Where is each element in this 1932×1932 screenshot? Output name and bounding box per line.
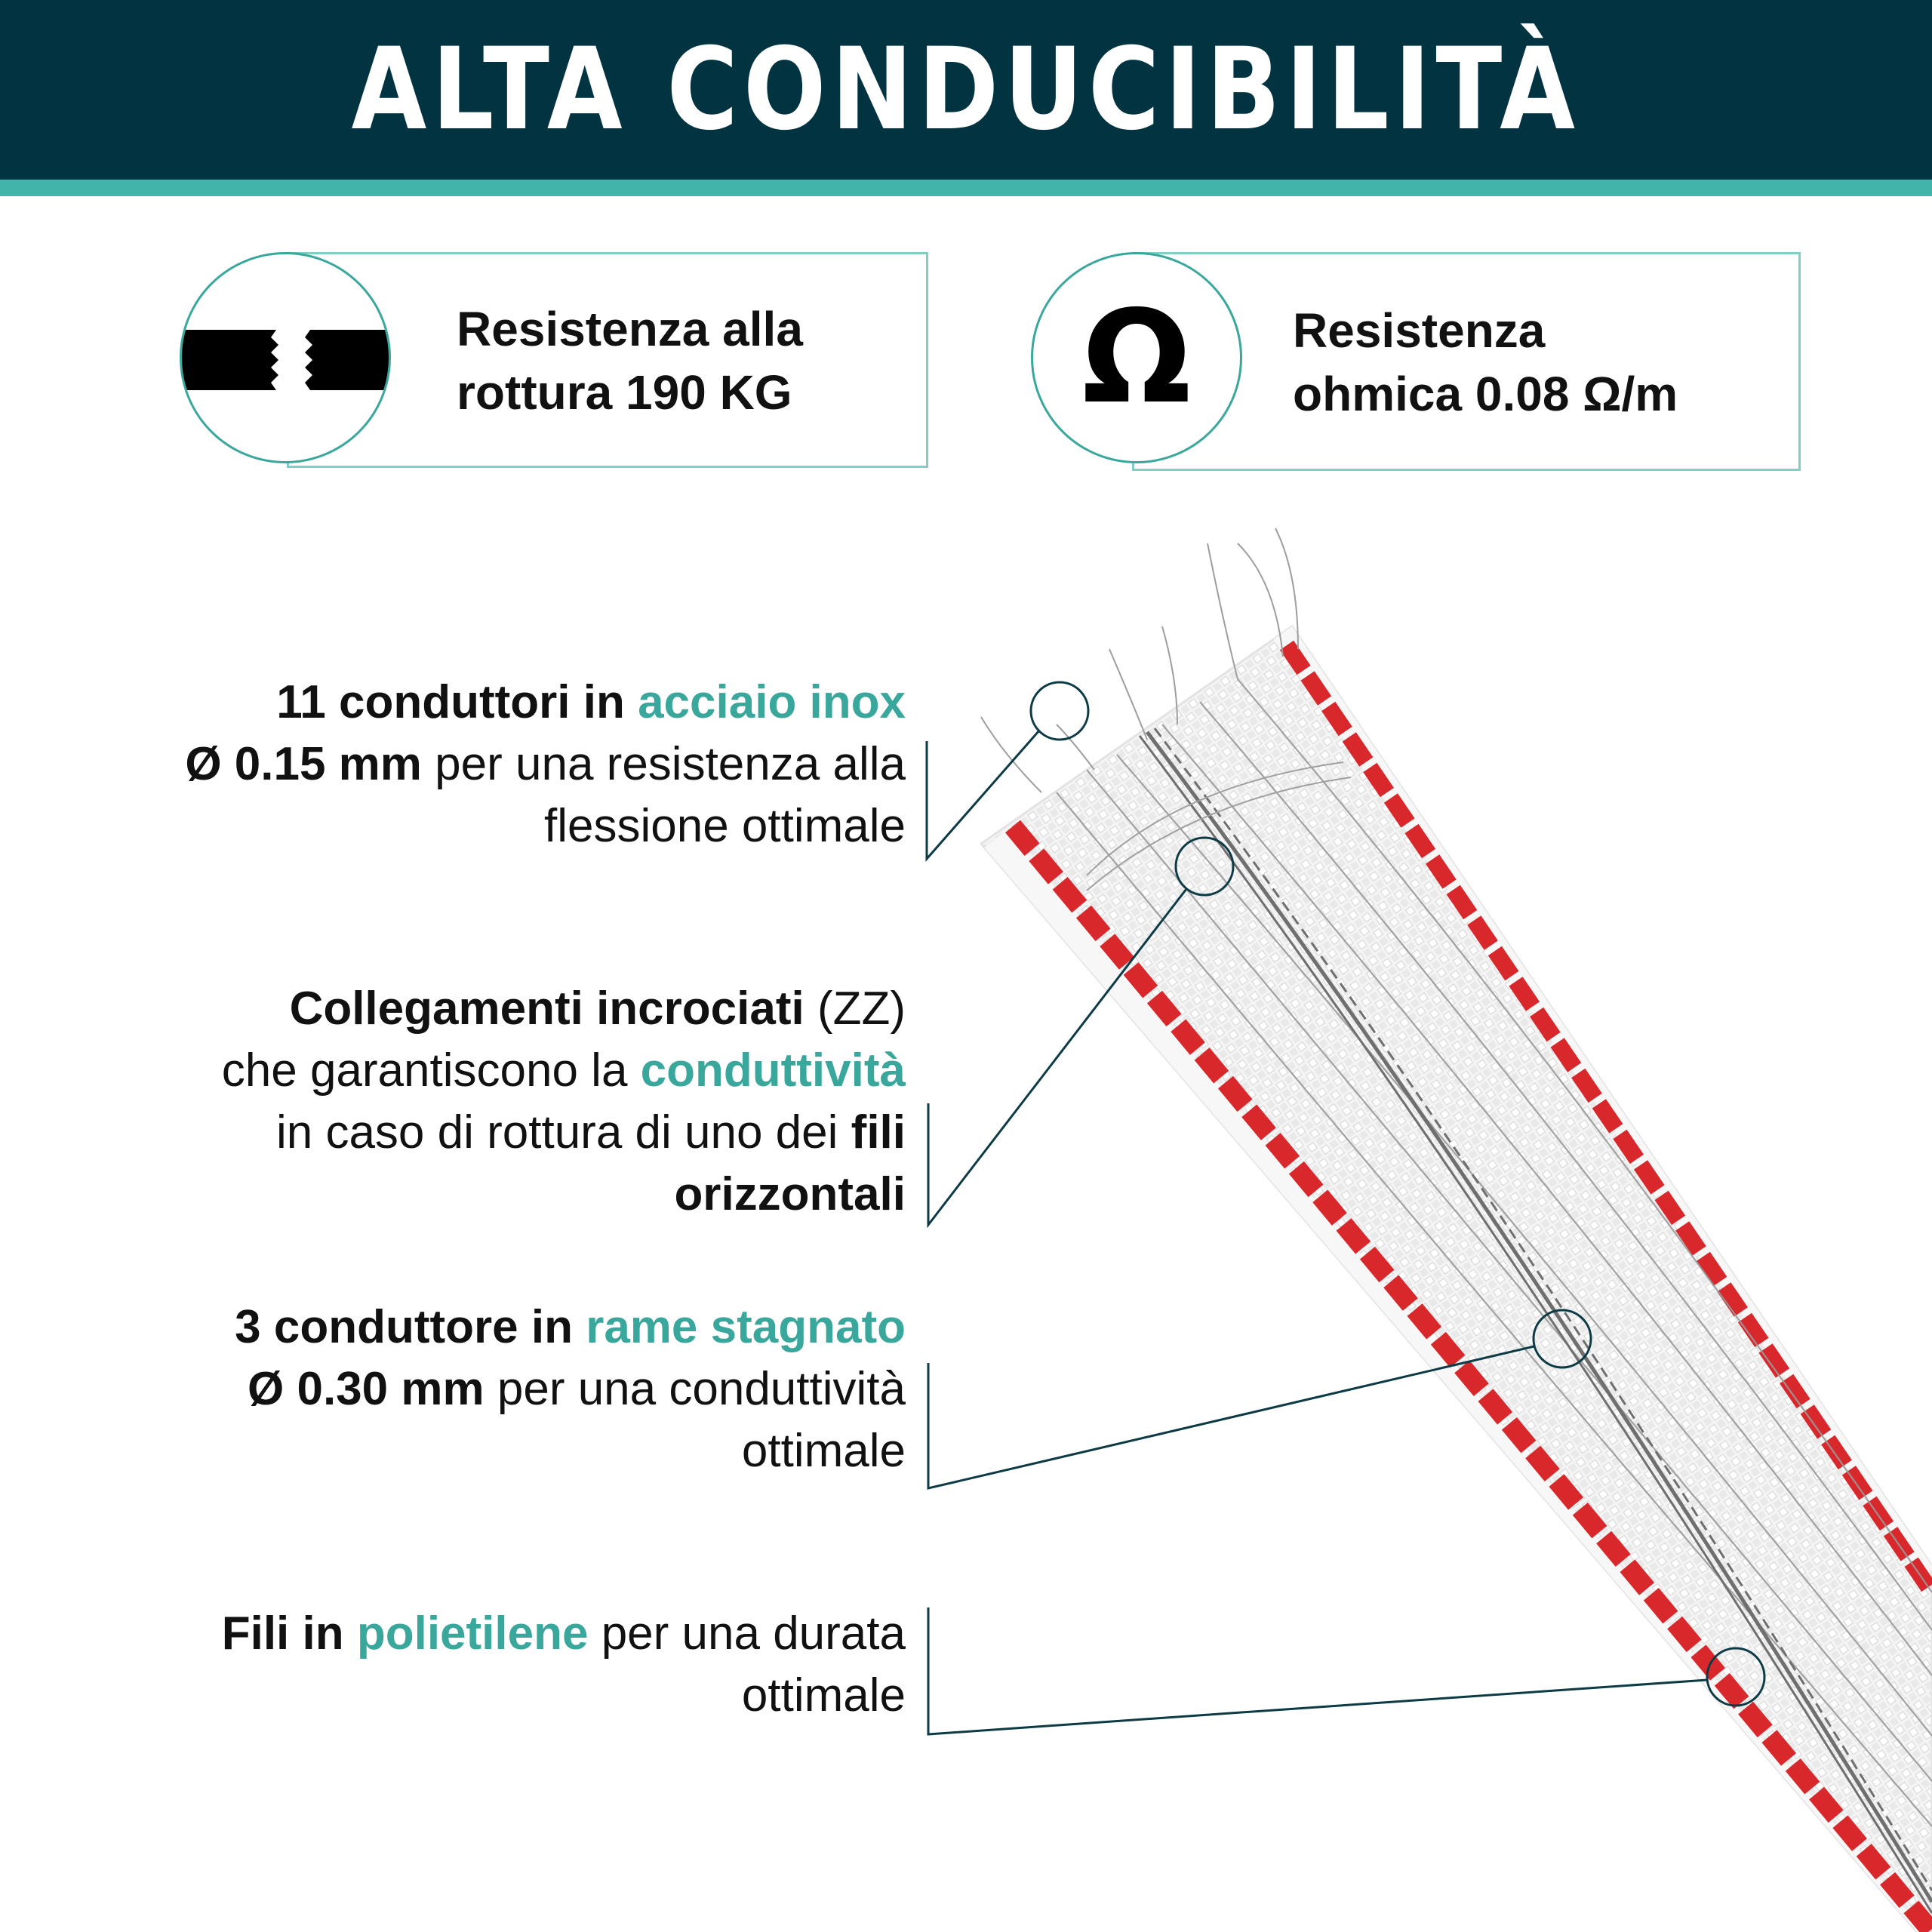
callout-1-a2: acciaio inox (638, 676, 906, 728)
callout-2-a2: (ZZ) (817, 983, 906, 1035)
feature-ohmic-resistance-line2: ohmica 0.08 Ω/m (1293, 367, 1678, 421)
callout-2-c2: fili (851, 1106, 906, 1158)
callout-4-a2: polietilene (356, 1607, 589, 1660)
callout-4-b: ottimale (741, 1669, 906, 1721)
feature-ohmic-resistance-line1: Resistenza (1293, 303, 1546, 358)
callout-3-a1: 3 conduttore in (235, 1301, 573, 1353)
callout-4-a3: per una durata (601, 1607, 906, 1660)
callout-1-a1: 11 conduttori in (276, 676, 625, 728)
leader-line-2 (928, 889, 1186, 1225)
callout-copper-conductors (235, 1297, 906, 1482)
callout-3-b1: Ø 0.30 mm (248, 1363, 485, 1415)
callout-cross-links (222, 978, 906, 1226)
callout-2-b1: che garantiscono la (221, 1044, 628, 1097)
callout-3-b2: per una conduttività (497, 1363, 906, 1415)
tape-body (981, 626, 1932, 1932)
callout-1-b1: Ø 0.15 mm (185, 738, 422, 790)
page-title: ALTA CONDUCIBILITÀ (351, 24, 1581, 155)
callout-1-c: flessione ottimale (543, 800, 906, 852)
callout-3-c: ottimale (741, 1425, 906, 1477)
callout-2-b2: conduttività (640, 1044, 906, 1097)
feature-breaking-strength-line2: rottura 190 KG (457, 365, 792, 420)
callout-2-d: orizzontali (674, 1168, 906, 1220)
callout-polyethylene (222, 1603, 906, 1727)
callout-2-c1: in caso di rottura di uno dei (275, 1106, 838, 1158)
callout-2-a1: Collegamenti incrociati (289, 983, 804, 1035)
callout-1-b2: per una resistenza alla (435, 738, 906, 790)
feature-breaking-strength-line1: Resistenza alla (457, 302, 803, 356)
leader-line-4 (928, 1607, 1707, 1734)
callout-4-a1: Fili in (221, 1607, 344, 1660)
omega-icon: Ω (1081, 283, 1192, 432)
callout-3-a2: rame stagnato (586, 1301, 906, 1353)
leader-line-3 (928, 1346, 1534, 1488)
callout-stainless-conductors (185, 672, 906, 857)
